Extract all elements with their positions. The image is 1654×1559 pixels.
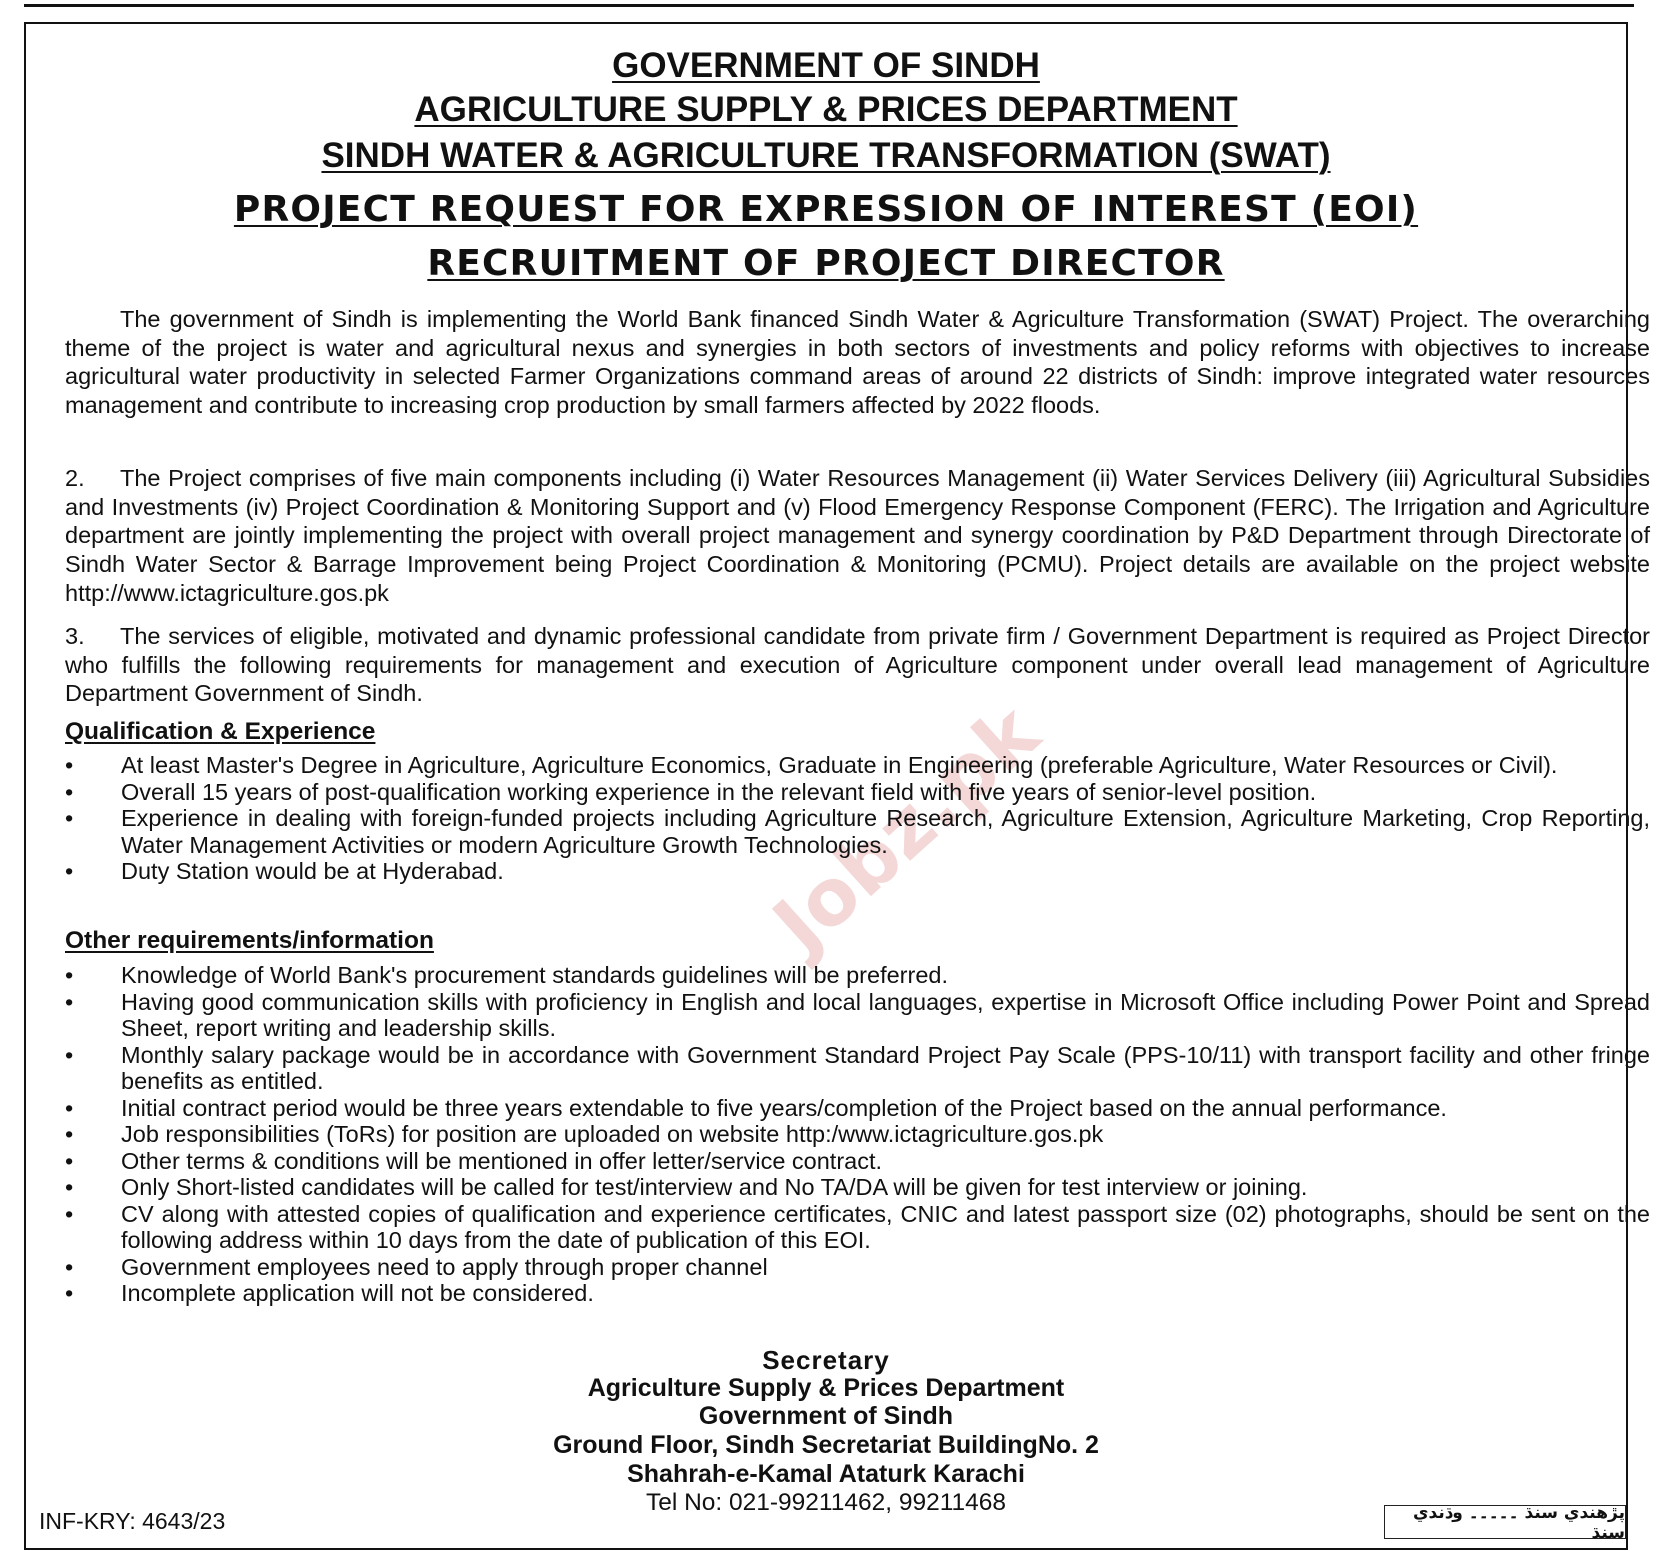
- bullet-icon: •: [65, 1041, 74, 1068]
- bullet-icon: •: [65, 1147, 74, 1174]
- paragraph-2: [65, 464, 1650, 608]
- bullet-icon: •: [65, 805, 74, 831]
- header-project: SINDH WATER & AGRICULTURE TRANSFORMATION (SWAT): [321, 136, 1331, 175]
- signature-telephone: Tel No: 021-99211462, 99211468: [645, 1489, 1007, 1516]
- paragraph-1: The government of Sindh is implementing the World Bank financed Sindh Water & Agriculture Transformation (SWAT) Project. The overarching theme of the project is water and agricultural nexus and synergies in both sectors of investments and policy reforms with objectives to increase agricultural water productivity in selected Farmer Organizations command areas of around 22 districts of Sindh: improve integrated water resources management and contribute to increasing crop production by small farmers affected by 2022 floods.: [65, 306, 1650, 419]
- list-item: • Overall 15 years of post-qualification working experience in the relevant field with five years of senior-level position.: [65, 778, 1317, 805]
- paragraph-2-number: 2.: [65, 465, 85, 491]
- bullet-icon: •: [65, 752, 74, 778]
- list-item: • Knowledge of World Bank's procurement standards guidelines will be preferred.: [65, 962, 948, 988]
- list-item: • CV along with attested copies of qualification and experience certificates, CNIC and latest passport size (02) photographs, should be sent on the following address within 10 days from the date of publication of this EOI.: [65, 1200, 1650, 1253]
- list-item: • Having good communication skills with proficiency in English and local languages, expertise in Microsoft Office including Power Point and Spread Sheet, report writing and leadership skills.: [65, 988, 1650, 1041]
- list-item: • Initial contract period would be three years extendable to five years/completion of the Project based on the annual performance.: [65, 1094, 1447, 1121]
- header-government: GOVERNMENT OF SINDH: [612, 46, 1040, 85]
- list-item: • Duty Station would be at Hyderabad.: [65, 858, 504, 884]
- bullet-icon: •: [65, 962, 74, 988]
- bullet-icon: •: [65, 1174, 74, 1200]
- header-department: AGRICULTURE SUPPLY & PRICES DEPARTMENT: [414, 90, 1238, 129]
- header-recruitment: RECRUITMENT OF PROJECT DIRECTOR: [427, 243, 1225, 284]
- bullet-icon: •: [65, 1280, 74, 1306]
- signature-title: Secretary: [762, 1345, 890, 1375]
- list-item: • Only Short-listed candidates will be called for test/interview and No TA/DA will be given for test interview or joining.: [65, 1174, 1308, 1200]
- list-item: • At least Master's Degree in Agriculture, Agriculture Economics, Graduate in Engineering (preferable Agriculture, Water Resources or Civil).: [65, 752, 1558, 778]
- bullet-icon: •: [65, 1094, 74, 1121]
- reference-number: INF-KRY: 4643/23: [39, 1508, 226, 1534]
- paragraph-3-number: 3.: [65, 623, 85, 649]
- other-requirements-heading: Other requirements/information: [65, 927, 434, 954]
- slogan-stamp: پڙهندي سنڌ ۔۔۔۔۔ وڌندي سنڌ: [1384, 1505, 1626, 1539]
- signature-department: Agriculture Supply & Prices Department: [587, 1374, 1065, 1402]
- header-eoi: PROJECT REQUEST FOR EXPRESSION OF INTEREST (EOI): [233, 189, 1419, 230]
- list-item: • Job responsibilities (ToRs) for position are uploaded on website http:/www.ictagriculture.gos.pk: [65, 1121, 1104, 1147]
- qualification-list: [65, 752, 1650, 885]
- list-item: • Monthly salary package would be in accordance with Government Standard Project Pay Scale (PPS-10/11) with transport facility and other fringe benefits as entitled.: [65, 1041, 1650, 1094]
- bullet-icon: •: [65, 1253, 74, 1280]
- bullet-icon: •: [65, 1200, 74, 1227]
- paragraph-3-text: The services of eligible, motivated and dynamic professional candidate from private firm / Government Department is required as Project Director who fulfills the following requirements for management and execution of Agriculture component under overall lead management of Agriculture Department Government of Sindh.: [65, 623, 1650, 707]
- top-rule: [24, 4, 1634, 7]
- paragraph-3: [65, 622, 1650, 708]
- signature-address-line-2: Shahrah-e-Kamal Ataturk Karachi: [627, 1460, 1025, 1488]
- list-item: • Other terms & conditions will be mentioned in offer letter/service contract.: [65, 1147, 883, 1174]
- signature-government: Government of Sindh: [698, 1402, 954, 1430]
- list-item: • Government employees need to apply through proper channel: [65, 1253, 768, 1280]
- list-item: • Incomplete application will not be considered.: [65, 1280, 594, 1306]
- bullet-icon: •: [65, 988, 74, 1015]
- watermark: Jobz.pk: [757, 688, 1057, 970]
- signature-address-line-1: Ground Floor, Sindh Secretariat BuildingNo. 2: [553, 1431, 1099, 1459]
- paragraph-2-text: The Project comprises of five main components including (i) Water Resources Management (ii) Water Services Delivery (iii) Agricultural Subsidies and Investments (iv) Project Coordination & Monitoring Support and (v) Flood Emergency Response Component (FERC). The Irrigation and Agriculture department are jointly implementing the project with overall project management and synergy coordination by P&D Department through Directorate of Sindh Water Sector & Barrage Improvement being Project Coordination & Monitoring (PCMU). Project details are available on the project website http://www.ictagriculture.gos.pk: [65, 465, 1650, 606]
- other-requirements-list: [65, 962, 1650, 1307]
- bullet-icon: •: [65, 1121, 74, 1147]
- qualification-heading: Qualification & Experience: [65, 718, 376, 745]
- list-item: • Experience in dealing with foreign-funded projects including Agriculture Research, Agriculture Extension, Agriculture Marketing, Crop Reporting, Water Management Activities or modern Agriculture Growth Technologies.: [65, 805, 1650, 858]
- advertisement-frame: [24, 22, 1650, 1550]
- bullet-icon: •: [65, 858, 74, 884]
- bullet-icon: •: [65, 778, 74, 805]
